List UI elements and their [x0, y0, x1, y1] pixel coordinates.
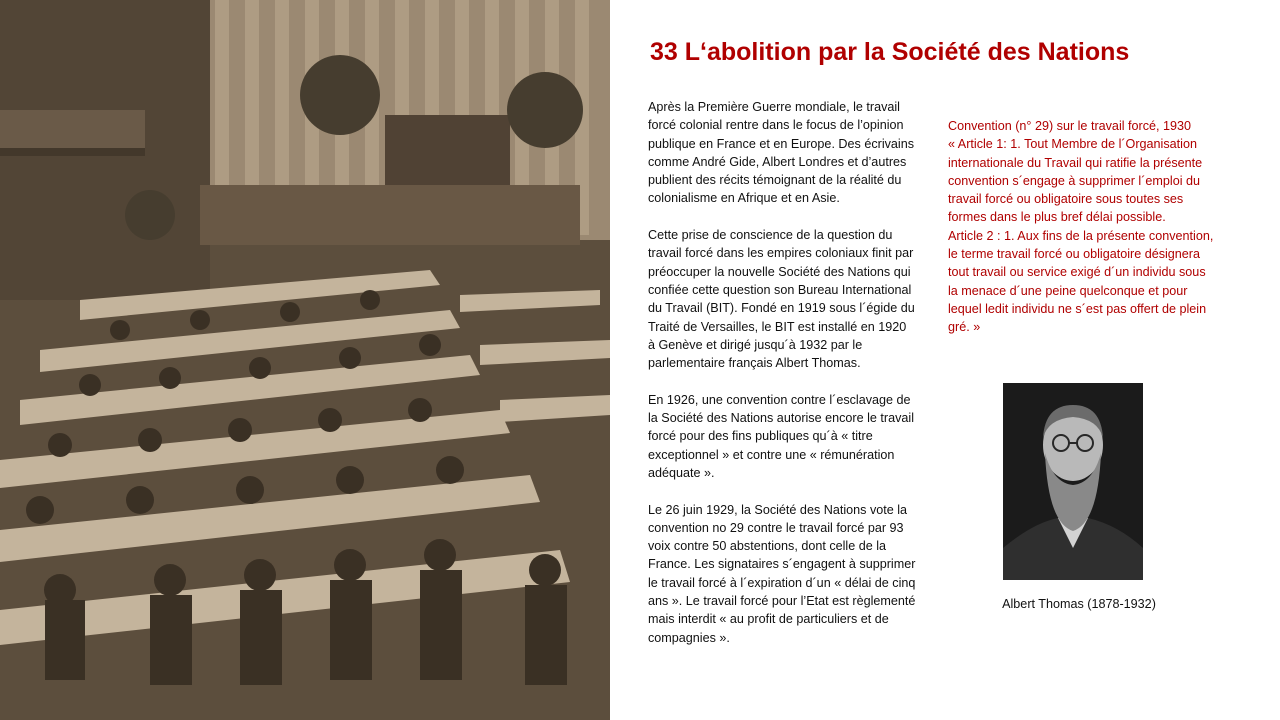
convention-article-1: « Article 1: 1. Tout Membre de l´Organisation internationale du Travail qui ratifie la présente convention s´engage à supprimer l´emploi du travail forcé ou obligatoire sous toutes ses formes dans le plus bref délai possible.	[948, 137, 1203, 225]
page-title: 33 L‘abolition par la Société des Nations	[650, 38, 1130, 66]
paragraph-1926-convention: En 1926, une convention contre l´esclavage de la Société des Nations autorise encore le travail forcé pour des fins publiques qu´à « titre exceptionnel » et contre une « rémunération adéquate ».	[648, 392, 915, 480]
convention-quote	[948, 117, 1218, 337]
convention-article-2: Article 2 : 1. Aux fins de la présente convention, le terme travail forcé ou obligatoire désignera tout travail ou service exigé d´un individu sous la menace d´une peine quelconque et pour lequel ledit individu ne s´est pas offert de plein gré. »	[948, 228, 1214, 335]
paragraph-1929-vote: Le 26 juin 1929, la Société des Nations vote la convention no 29 contre le travail forcé par 93 voix contre 50 abstentions, dont celle de la France. Les signataires s´engagent à supprimer le travail forcé à l´expiration d´un « délai de cinq ans ». Le travail forcé pour l’Etat est règlementé mais interdit « au profit de particuliers et de compagnies ».	[648, 502, 916, 645]
convention-heading: Convention (n° 29) sur le travail forcé, 1930	[948, 119, 1192, 133]
paragraph-postwar: Après la Première Guerre mondiale, le travail forcé colonial rentre dans le focus de l’opinion publique en France et en Europe. Des écrivains comme André Gide, Albert Londres et d’autres publient des récits témoignant de la réalité du colonialisme en Afrique et en Asie.	[648, 100, 915, 206]
paragraph-bit: Cette prise de conscience de la question du travail forcé dans les empires coloniaux finit par préoccuper la nouvelle Société des Nations qui confiée cette question son Bureau International du Travail (BIT). Fondé en 1919 sous l´égide du Traité de Versailles, le BIT est installé en 1920 à Genève et dirigé jusqu´à 1932 par le parlementaire français Albert Thomas.	[648, 228, 915, 371]
portrait-caption: Albert Thomas (1878-1932)	[1002, 597, 1156, 611]
portrait-photo	[1003, 383, 1143, 580]
assembly-photo	[0, 0, 610, 720]
left-text-column	[648, 98, 916, 665]
